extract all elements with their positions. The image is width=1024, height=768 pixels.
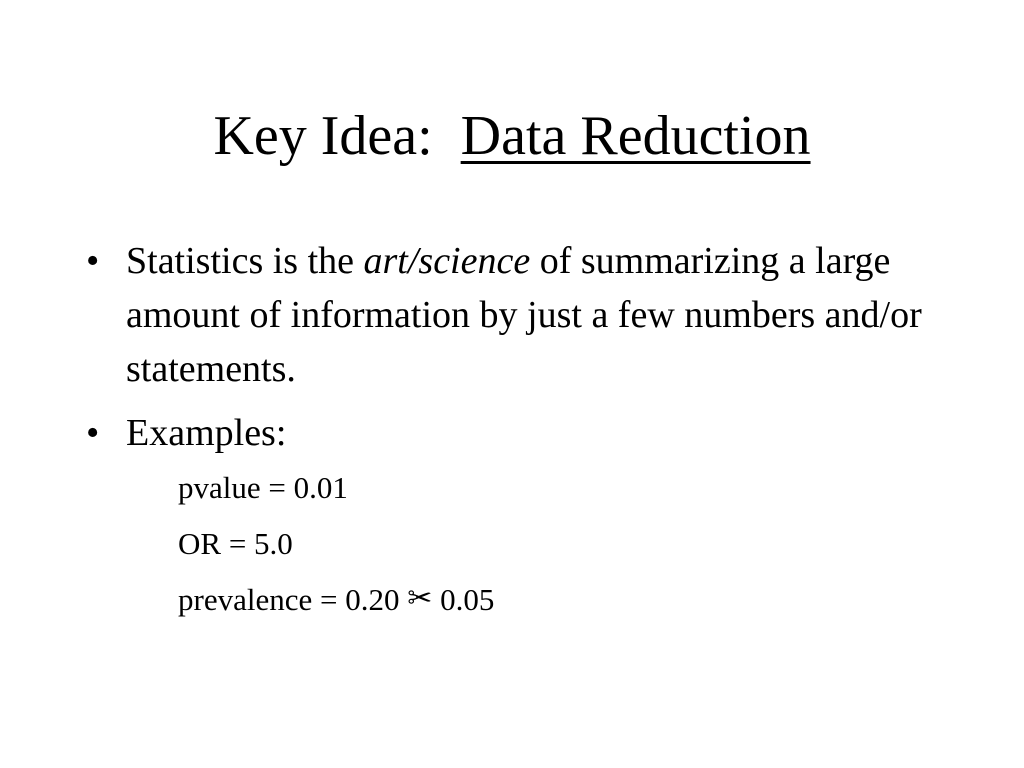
example-item-pvalue	[178, 460, 946, 516]
bullet-item-examples	[86, 406, 946, 629]
title-prefix: Key Idea:	[213, 105, 461, 167]
bullet-item-statistics	[86, 234, 946, 396]
example-item-prevalence	[178, 572, 946, 629]
bullet-dot: •	[86, 412, 100, 454]
bullet-text-italic: art/science	[363, 240, 531, 282]
examples-list	[126, 460, 946, 629]
slide-title	[0, 104, 1024, 168]
bullet-text-examples: Examples:	[126, 412, 287, 454]
bullet-text-after: of summarizing a large amount of information by just a few numbers and/or statements.	[126, 240, 922, 390]
example-text-pvalue: pvalue = 0.01	[178, 470, 348, 505]
example-item-or	[178, 516, 946, 572]
example-text-or: OR = 5.0	[178, 526, 293, 561]
example-text-prevalence-before: prevalence = 0.20	[178, 582, 408, 617]
bullet-list	[86, 234, 946, 639]
bullet-text-before: Statistics is the	[126, 240, 364, 282]
scissors-icon: ✂	[407, 581, 433, 616]
example-text-prevalence-after: 0.05	[432, 582, 495, 617]
bullet-dot: •	[86, 240, 100, 282]
title-emphasis: Data Reduction	[460, 105, 811, 167]
